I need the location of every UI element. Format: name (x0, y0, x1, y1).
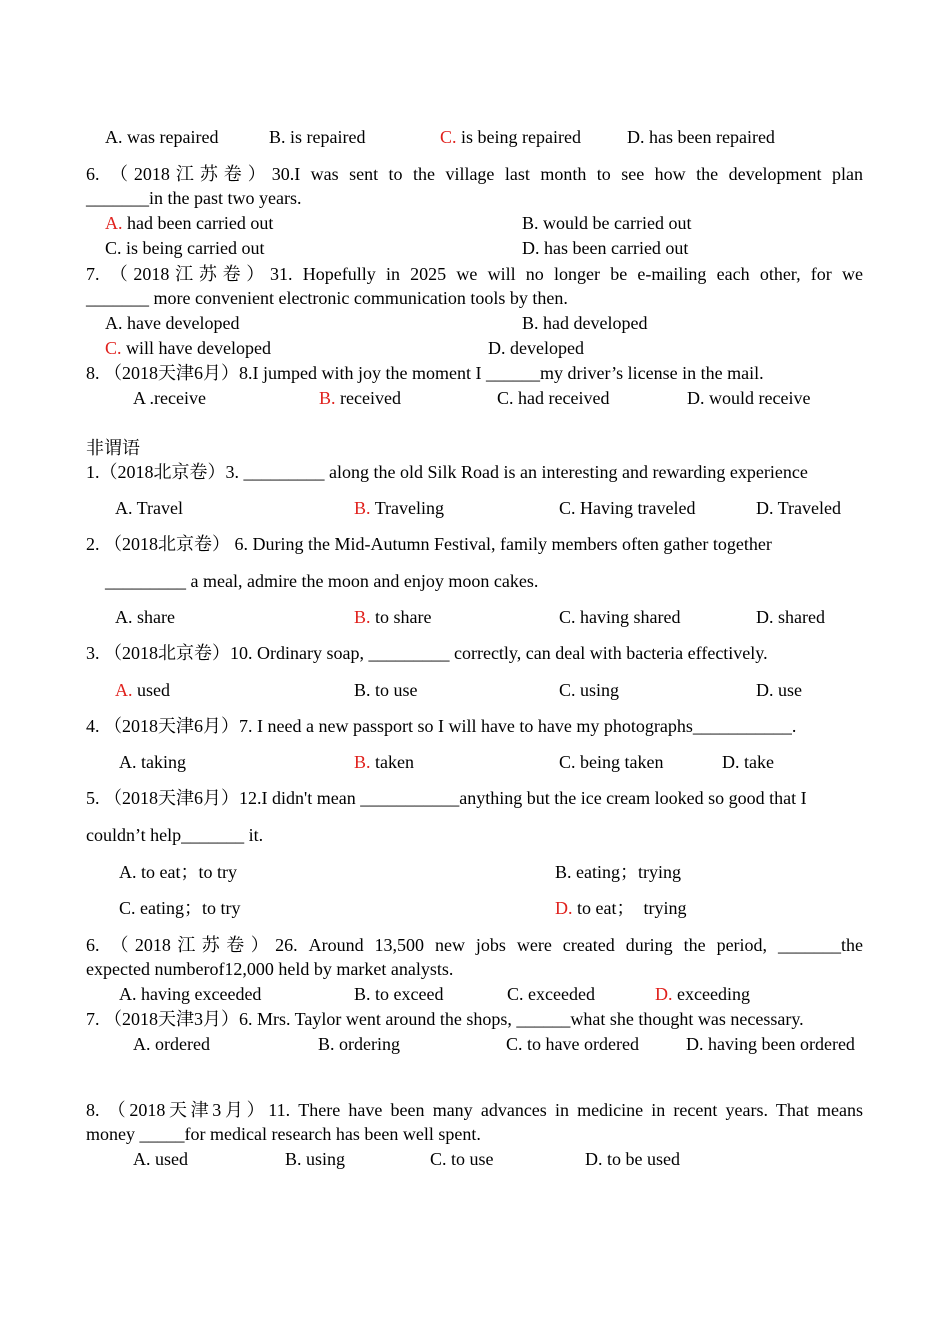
option-d: D. has been carried out (522, 238, 689, 258)
option-a: A. having exceeded (119, 984, 262, 1004)
option-c: C. using (559, 680, 620, 700)
option-b: B. would be carried out (522, 213, 692, 233)
option-a: A. taking (119, 752, 186, 772)
option-b: B. is repaired (269, 127, 366, 147)
option-c: C. exceeded (507, 984, 595, 1004)
option-a: A. used (133, 1149, 188, 1169)
option-c: C. will have developed (105, 338, 271, 358)
option-a: A. to eat；to try (119, 862, 237, 882)
option-a: A. used (115, 680, 170, 700)
option-c: C. is being carried out (105, 238, 265, 258)
option-a: A. Travel (115, 498, 184, 518)
option-d: D. would receive (687, 388, 811, 408)
option-d: D. developed (488, 338, 584, 358)
option-b: B. to use (354, 680, 418, 700)
question-stem: 7. （2018天津3月）6. Mrs. Taylor went around the shops, ______what she thought was necessary. (86, 1009, 804, 1029)
question-stem-cont: expected numberof12,000 held by market analysts. (86, 959, 454, 979)
question-stem-cont: _______ more convenient electronic communication tools by then. (86, 288, 568, 308)
option-a: A. share (115, 607, 175, 627)
option-b: B. ordering (318, 1034, 400, 1054)
question-stem: 1.（2018北京卷）3. _________ along the old Silk Road is an interesting and rewarding experience (86, 462, 808, 482)
question-stem: 3. （2018北京卷）10. Ordinary soap, _________ correctly, can deal with bacteria effectively. (86, 643, 768, 663)
option-d: D. has been repaired (627, 127, 775, 147)
option-a: A. have developed (105, 313, 240, 333)
option-b: B. using (285, 1149, 346, 1169)
option-c: C. to have ordered (506, 1034, 639, 1054)
option-d: D. shared (756, 607, 825, 627)
option-d: D. Traveled (756, 498, 841, 518)
option-d: D. exceeding (655, 984, 750, 1004)
option-c: C. eating；to try (119, 898, 241, 918)
option-d: D. to eat； trying (555, 898, 687, 918)
question-stem: 5. （2018天津6月）12.I didn't mean ___________anything but the ice cream looked so good that I (86, 788, 807, 808)
question-stem: 2. （2018北京卷） 6. During the Mid-Autumn Festival, family members often gather together (86, 534, 772, 554)
option-c: C. having shared (559, 607, 681, 627)
option-b: B. received (319, 388, 401, 408)
section-title: 非谓语 (86, 438, 140, 458)
question-stem: 6. （2018江苏卷）30.I was sent to the village last month to see how the development plan (86, 164, 863, 184)
question-stem: 8. （2018天津6月）8.I jumped with joy the moment I ______my driver’s license in the mail. (86, 363, 764, 383)
question-stem: 4. （2018天津6月）7. I need a new passport so I will have to have my photographs___________. (86, 716, 797, 736)
option-b: B. eating；trying (555, 862, 681, 882)
option-c: C. to use (430, 1149, 494, 1169)
option-c: C. is being repaired (440, 127, 581, 147)
option-b: B. had developed (522, 313, 648, 333)
question-stem: 6. （2018江苏卷）26. Around 13,500 new jobs were created during the period, _______the (86, 935, 863, 955)
option-a: A. ordered (133, 1034, 210, 1054)
option-b: B. taken (354, 752, 414, 772)
option-a: A. had been carried out (105, 213, 274, 233)
option-d: D. to be used (585, 1149, 680, 1169)
option-d: D. take (722, 752, 774, 772)
option-d: D. use (756, 680, 802, 700)
option-a: A. was repaired (105, 127, 219, 147)
option-c: C. had received (497, 388, 610, 408)
option-b: B. Traveling (354, 498, 445, 518)
question-stem: 7. （2018江苏卷）31. Hopefully in 2025 we will no longer be e-mailing each other, for we (86, 264, 863, 284)
question-stem-cont: _________ a meal, admire the moon and enjoy moon cakes. (105, 571, 539, 591)
question-stem-cont: couldn’t help_______ it. (86, 825, 264, 845)
option-d: D. having been ordered (686, 1034, 855, 1054)
question-stem-cont: _______in the past two years. (86, 188, 302, 208)
option-a: A .receive (133, 388, 206, 408)
question-stem-cont: money _____for medical research has been well spent. (86, 1124, 481, 1144)
option-c: C. Having traveled (559, 498, 696, 518)
option-b: B. to exceed (354, 984, 444, 1004)
question-stem: 8. （2018天津3月）11. There have been many advances in medicine in recent years. That means (86, 1100, 863, 1120)
option-c: C. being taken (559, 752, 664, 772)
option-b: B. to share (354, 607, 432, 627)
